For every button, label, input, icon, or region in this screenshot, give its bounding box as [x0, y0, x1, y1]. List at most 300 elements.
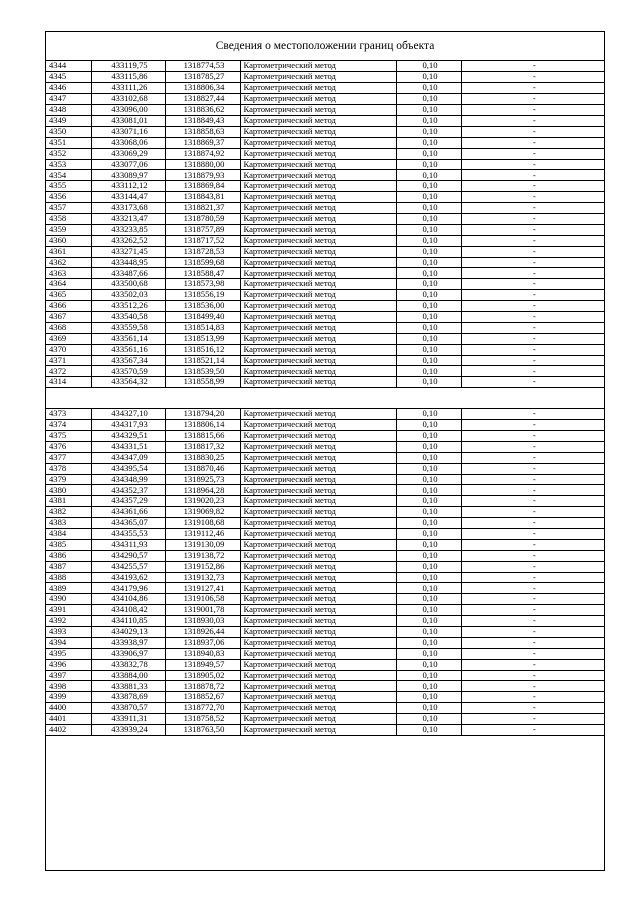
method-cell: Картометрический метод	[240, 583, 396, 594]
y-coordinate-cell: 1318869,84	[165, 181, 240, 192]
method-cell: Картометрический метод	[240, 670, 396, 681]
description-cell: -	[461, 322, 604, 333]
accuracy-cell: 0,10	[396, 246, 461, 257]
accuracy-cell: 0,10	[396, 637, 461, 648]
method-cell: Картометрический метод	[240, 94, 396, 105]
description-cell: -	[461, 637, 604, 648]
description-cell: -	[461, 290, 604, 301]
point-number-cell: 4368	[46, 322, 91, 333]
table-row	[46, 355, 604, 366]
method-cell: Картометрический метод	[240, 409, 396, 420]
table-row	[46, 366, 604, 377]
description-cell: -	[461, 137, 604, 148]
y-coordinate-cell: 1318817,32	[165, 441, 240, 452]
x-coordinate-cell: 433561,16	[91, 344, 165, 355]
point-number-cell: 4353	[46, 159, 91, 170]
y-coordinate-cell: 1318964,28	[165, 485, 240, 496]
x-coordinate-cell: 434395,54	[91, 463, 165, 474]
table-row	[46, 725, 604, 736]
method-cell: Картометрический метод	[240, 148, 396, 159]
table-gap	[46, 388, 604, 408]
y-coordinate-cell: 1319127,41	[165, 583, 240, 594]
description-cell: -	[461, 224, 604, 235]
accuracy-cell: 0,10	[396, 377, 461, 388]
description-cell: -	[461, 561, 604, 572]
method-cell: Картометрический метод	[240, 301, 396, 312]
description-cell: -	[461, 203, 604, 214]
description-cell: -	[461, 616, 604, 627]
point-number-cell: 4381	[46, 496, 91, 507]
table-row	[46, 268, 604, 279]
point-number-cell: 4390	[46, 594, 91, 605]
y-coordinate-cell: 1318556,19	[165, 290, 240, 301]
point-number-cell: 4398	[46, 681, 91, 692]
x-coordinate-cell: 433271,45	[91, 246, 165, 257]
x-coordinate-cell: 433911,31	[91, 714, 165, 725]
point-number-cell: 4396	[46, 659, 91, 670]
method-cell: Картометрический метод	[240, 203, 396, 214]
description-cell: -	[461, 105, 604, 116]
point-number-cell: 4376	[46, 441, 91, 452]
method-cell: Картометрический метод	[240, 648, 396, 659]
description-cell: -	[461, 83, 604, 94]
y-coordinate-cell: 1318514,83	[165, 322, 240, 333]
description-cell: -	[461, 648, 604, 659]
accuracy-cell: 0,10	[396, 725, 461, 736]
table-row	[46, 627, 604, 638]
y-coordinate-cell: 1318763,50	[165, 725, 240, 736]
method-cell: Картометрический метод	[240, 322, 396, 333]
point-number-cell: 4378	[46, 463, 91, 474]
point-number-cell: 4355	[46, 181, 91, 192]
method-cell: Картометрический метод	[240, 572, 396, 583]
x-coordinate-cell: 434110,85	[91, 616, 165, 627]
point-number-cell: 4373	[46, 409, 91, 420]
x-coordinate-cell: 434317,93	[91, 420, 165, 431]
y-coordinate-cell: 1318513,99	[165, 333, 240, 344]
x-coordinate-cell: 433540,58	[91, 311, 165, 322]
accuracy-cell: 0,10	[396, 409, 461, 420]
y-coordinate-cell: 1318772,70	[165, 703, 240, 714]
method-cell: Картометрический метод	[240, 518, 396, 529]
x-coordinate-cell: 433884,00	[91, 670, 165, 681]
accuracy-cell: 0,10	[396, 420, 461, 431]
method-cell: Картометрический метод	[240, 268, 396, 279]
table-row	[46, 159, 604, 170]
accuracy-cell: 0,10	[396, 72, 461, 83]
table-row	[46, 594, 604, 605]
point-number-cell: 4358	[46, 213, 91, 224]
description-cell: -	[461, 126, 604, 137]
point-number-cell: 4380	[46, 485, 91, 496]
description-cell: -	[461, 431, 604, 442]
y-coordinate-cell: 1318521,14	[165, 355, 240, 366]
point-number-cell: 4400	[46, 703, 91, 714]
method-cell: Картометрический метод	[240, 485, 396, 496]
table-row	[46, 561, 604, 572]
method-cell: Картометрический метод	[240, 463, 396, 474]
table-row	[46, 681, 604, 692]
accuracy-cell: 0,10	[396, 159, 461, 170]
method-cell: Картометрический метод	[240, 311, 396, 322]
accuracy-cell: 0,10	[396, 572, 461, 583]
y-coordinate-cell: 1318499,40	[165, 311, 240, 322]
point-number-cell: 4389	[46, 583, 91, 594]
table-row	[46, 659, 604, 670]
description-cell: -	[461, 605, 604, 616]
method-cell: Картометрический метод	[240, 539, 396, 550]
y-coordinate-cell: 1318794,20	[165, 409, 240, 420]
point-number-cell: 4356	[46, 192, 91, 203]
table-row	[46, 181, 604, 192]
accuracy-cell: 0,10	[396, 170, 461, 181]
accuracy-cell: 0,10	[396, 605, 461, 616]
description-cell: -	[461, 725, 604, 736]
point-number-cell: 4375	[46, 431, 91, 442]
x-coordinate-cell: 433071,16	[91, 126, 165, 137]
accuracy-cell: 0,10	[396, 311, 461, 322]
table-row	[46, 115, 604, 126]
y-coordinate-cell: 1318536,00	[165, 301, 240, 312]
y-coordinate-cell: 1318858,63	[165, 126, 240, 137]
accuracy-cell: 0,10	[396, 181, 461, 192]
description-cell: -	[461, 452, 604, 463]
x-coordinate-cell: 434311,93	[91, 539, 165, 550]
accuracy-cell: 0,10	[396, 431, 461, 442]
x-coordinate-cell: 434029,13	[91, 627, 165, 638]
table-row	[46, 322, 604, 333]
description-cell: -	[461, 311, 604, 322]
y-coordinate-cell: 1318780,59	[165, 213, 240, 224]
method-cell: Картометрический метод	[240, 561, 396, 572]
accuracy-cell: 0,10	[396, 322, 461, 333]
table-row	[46, 344, 604, 355]
y-coordinate-cell: 1318573,98	[165, 279, 240, 290]
x-coordinate-cell: 433068,06	[91, 137, 165, 148]
x-coordinate-cell: 433559,58	[91, 322, 165, 333]
y-coordinate-cell: 1318905,02	[165, 670, 240, 681]
x-coordinate-cell: 433096,00	[91, 105, 165, 116]
table-row	[46, 126, 604, 137]
x-coordinate-cell: 433262,52	[91, 235, 165, 246]
accuracy-cell: 0,10	[396, 681, 461, 692]
point-number-cell: 4374	[46, 420, 91, 431]
accuracy-cell: 0,10	[396, 539, 461, 550]
method-cell: Картометрический метод	[240, 507, 396, 518]
table-row	[46, 290, 604, 301]
x-coordinate-cell: 434329,51	[91, 431, 165, 442]
point-number-cell: 4364	[46, 279, 91, 290]
x-coordinate-cell: 434108,42	[91, 605, 165, 616]
method-cell: Картометрический метод	[240, 115, 396, 126]
accuracy-cell: 0,10	[396, 659, 461, 670]
x-coordinate-cell: 433102,68	[91, 94, 165, 105]
y-coordinate-cell: 1319001,78	[165, 605, 240, 616]
table-row	[46, 539, 604, 550]
description-cell: -	[461, 529, 604, 540]
point-number-cell: 4314	[46, 377, 91, 388]
method-cell: Картометрический метод	[240, 279, 396, 290]
document-title: Сведения о местоположении границ объекта	[46, 32, 604, 61]
accuracy-cell: 0,10	[396, 692, 461, 703]
method-cell: Картометрический метод	[240, 290, 396, 301]
method-cell: Картометрический метод	[240, 61, 396, 72]
point-number-cell: 4382	[46, 507, 91, 518]
x-coordinate-cell: 433938,97	[91, 637, 165, 648]
accuracy-cell: 0,10	[396, 203, 461, 214]
method-cell: Картометрический метод	[240, 235, 396, 246]
accuracy-cell: 0,10	[396, 550, 461, 561]
accuracy-cell: 0,10	[396, 83, 461, 94]
description-cell: -	[461, 692, 604, 703]
description-cell: -	[461, 441, 604, 452]
point-number-cell: 4392	[46, 616, 91, 627]
method-cell: Картометрический метод	[240, 431, 396, 442]
point-number-cell: 4347	[46, 94, 91, 105]
x-coordinate-cell: 434355,53	[91, 529, 165, 540]
point-number-cell: 4385	[46, 539, 91, 550]
y-coordinate-cell: 1318588,47	[165, 268, 240, 279]
table-row	[46, 83, 604, 94]
table-row	[46, 420, 604, 431]
x-coordinate-cell: 433119,75	[91, 61, 165, 72]
point-number-cell: 4351	[46, 137, 91, 148]
table-row	[46, 213, 604, 224]
accuracy-cell: 0,10	[396, 105, 461, 116]
y-coordinate-cell: 1318926,44	[165, 627, 240, 638]
description-cell: -	[461, 115, 604, 126]
x-coordinate-cell: 434357,29	[91, 496, 165, 507]
accuracy-cell: 0,10	[396, 268, 461, 279]
accuracy-cell: 0,10	[396, 126, 461, 137]
method-cell: Картометрический метод	[240, 355, 396, 366]
x-coordinate-cell: 433570,59	[91, 366, 165, 377]
accuracy-cell: 0,10	[396, 148, 461, 159]
description-cell: -	[461, 627, 604, 638]
point-number-cell: 4387	[46, 561, 91, 572]
table-row	[46, 203, 604, 214]
y-coordinate-cell: 1318830,25	[165, 452, 240, 463]
y-coordinate-cell: 1318940,83	[165, 648, 240, 659]
point-number-cell: 4393	[46, 627, 91, 638]
method-cell: Картометрический метод	[240, 637, 396, 648]
accuracy-cell: 0,10	[396, 616, 461, 627]
point-number-cell: 4371	[46, 355, 91, 366]
y-coordinate-cell: 1318785,27	[165, 72, 240, 83]
description-cell: -	[461, 409, 604, 420]
description-cell: -	[461, 366, 604, 377]
method-cell: Картометрический метод	[240, 420, 396, 431]
x-coordinate-cell: 433567,34	[91, 355, 165, 366]
y-coordinate-cell: 1319108,68	[165, 518, 240, 529]
y-coordinate-cell: 1318878,72	[165, 681, 240, 692]
table-row	[46, 246, 604, 257]
point-number-cell: 4402	[46, 725, 91, 736]
table-row	[46, 616, 604, 627]
point-number-cell: 4354	[46, 170, 91, 181]
x-coordinate-cell: 433502,03	[91, 290, 165, 301]
method-cell: Картометрический метод	[240, 474, 396, 485]
table-row	[46, 441, 604, 452]
method-cell: Картометрический метод	[240, 366, 396, 377]
accuracy-cell: 0,10	[396, 115, 461, 126]
method-cell: Картометрический метод	[240, 224, 396, 235]
method-cell: Картометрический метод	[240, 257, 396, 268]
table-row	[46, 409, 604, 420]
table-row	[46, 279, 604, 290]
point-number-cell: 4386	[46, 550, 91, 561]
y-coordinate-cell: 1318849,43	[165, 115, 240, 126]
x-coordinate-cell: 433906,97	[91, 648, 165, 659]
table-row	[46, 550, 604, 561]
accuracy-cell: 0,10	[396, 714, 461, 725]
accuracy-cell: 0,10	[396, 355, 461, 366]
method-cell: Картометрический метод	[240, 605, 396, 616]
x-coordinate-cell: 434361,66	[91, 507, 165, 518]
y-coordinate-cell: 1319069,82	[165, 507, 240, 518]
method-cell: Картометрический метод	[240, 594, 396, 605]
point-number-cell: 4397	[46, 670, 91, 681]
table-row	[46, 485, 604, 496]
table-row	[46, 377, 604, 388]
method-cell: Картометрический метод	[240, 616, 396, 627]
accuracy-cell: 0,10	[396, 366, 461, 377]
x-coordinate-cell: 434255,57	[91, 561, 165, 572]
description-cell: -	[461, 714, 604, 725]
point-number-cell: 4348	[46, 105, 91, 116]
description-cell: -	[461, 268, 604, 279]
method-cell: Картометрический метод	[240, 333, 396, 344]
method-cell: Картометрический метод	[240, 83, 396, 94]
accuracy-cell: 0,10	[396, 224, 461, 235]
y-coordinate-cell: 1318874,92	[165, 148, 240, 159]
point-number-cell: 4357	[46, 203, 91, 214]
description-cell: -	[461, 279, 604, 290]
accuracy-cell: 0,10	[396, 561, 461, 572]
accuracy-cell: 0,10	[396, 290, 461, 301]
y-coordinate-cell: 1319106,58	[165, 594, 240, 605]
x-coordinate-cell: 433878,69	[91, 692, 165, 703]
x-coordinate-cell: 433089,97	[91, 170, 165, 181]
accuracy-cell: 0,10	[396, 474, 461, 485]
method-cell: Картометрический метод	[240, 441, 396, 452]
description-cell: -	[461, 94, 604, 105]
method-cell: Картометрический метод	[240, 496, 396, 507]
accuracy-cell: 0,10	[396, 137, 461, 148]
y-coordinate-cell: 1319020,23	[165, 496, 240, 507]
x-coordinate-cell: 434331,51	[91, 441, 165, 452]
table-row	[46, 452, 604, 463]
x-coordinate-cell: 433111,26	[91, 83, 165, 94]
method-cell: Картометрический метод	[240, 72, 396, 83]
table-row	[46, 72, 604, 83]
y-coordinate-cell: 1318558,99	[165, 377, 240, 388]
point-number-cell: 4363	[46, 268, 91, 279]
description-cell: -	[461, 333, 604, 344]
table-row	[46, 94, 604, 105]
table-row	[46, 496, 604, 507]
description-cell: -	[461, 572, 604, 583]
method-cell: Картометрический метод	[240, 377, 396, 388]
accuracy-cell: 0,10	[396, 235, 461, 246]
table-row	[46, 474, 604, 485]
y-coordinate-cell: 1318821,37	[165, 203, 240, 214]
y-coordinate-cell: 1319112,46	[165, 529, 240, 540]
x-coordinate-cell: 433069,29	[91, 148, 165, 159]
accuracy-cell: 0,10	[396, 192, 461, 203]
table-row	[46, 61, 604, 72]
description-cell: -	[461, 72, 604, 83]
table-row	[46, 637, 604, 648]
table-row	[46, 463, 604, 474]
accuracy-cell: 0,10	[396, 333, 461, 344]
y-coordinate-cell: 1318949,57	[165, 659, 240, 670]
accuracy-cell: 0,10	[396, 344, 461, 355]
method-cell: Картометрический метод	[240, 137, 396, 148]
table-row	[46, 507, 604, 518]
point-number-cell: 4350	[46, 126, 91, 137]
accuracy-cell: 0,10	[396, 627, 461, 638]
description-cell: -	[461, 377, 604, 388]
point-number-cell: 4384	[46, 529, 91, 540]
y-coordinate-cell: 1319152,86	[165, 561, 240, 572]
description-cell: -	[461, 659, 604, 670]
description-cell: -	[461, 583, 604, 594]
y-coordinate-cell: 1318806,34	[165, 83, 240, 94]
table-row	[46, 431, 604, 442]
table-row	[46, 105, 604, 116]
table-row	[46, 311, 604, 322]
y-coordinate-cell: 1318599,68	[165, 257, 240, 268]
table-row	[46, 333, 604, 344]
accuracy-cell: 0,10	[396, 441, 461, 452]
point-number-cell: 4379	[46, 474, 91, 485]
point-number-cell: 4346	[46, 83, 91, 94]
method-cell: Картометрический метод	[240, 692, 396, 703]
x-coordinate-cell: 433115,86	[91, 72, 165, 83]
coordinates-table-1	[46, 61, 604, 388]
table-row	[46, 148, 604, 159]
point-number-cell: 4394	[46, 637, 91, 648]
table-row	[46, 572, 604, 583]
y-coordinate-cell: 1318827,44	[165, 94, 240, 105]
document-sheet	[45, 31, 605, 871]
y-coordinate-cell: 1318879,93	[165, 170, 240, 181]
point-number-cell: 4370	[46, 344, 91, 355]
x-coordinate-cell: 434104,86	[91, 594, 165, 605]
method-cell: Картометрический метод	[240, 181, 396, 192]
x-coordinate-cell: 434348,99	[91, 474, 165, 485]
x-coordinate-cell: 433173,68	[91, 203, 165, 214]
x-coordinate-cell: 434193,62	[91, 572, 165, 583]
x-coordinate-cell: 433939,24	[91, 725, 165, 736]
accuracy-cell: 0,10	[396, 583, 461, 594]
method-cell: Картометрический метод	[240, 452, 396, 463]
x-coordinate-cell: 433233,85	[91, 224, 165, 235]
table-row	[46, 518, 604, 529]
accuracy-cell: 0,10	[396, 301, 461, 312]
description-cell: -	[461, 235, 604, 246]
y-coordinate-cell: 1318757,89	[165, 224, 240, 235]
accuracy-cell: 0,10	[396, 485, 461, 496]
table-row	[46, 301, 604, 312]
y-coordinate-cell: 1318758,52	[165, 714, 240, 725]
method-cell: Картометрический метод	[240, 105, 396, 116]
method-cell: Картометрический метод	[240, 550, 396, 561]
x-coordinate-cell: 433564,32	[91, 377, 165, 388]
method-cell: Картометрический метод	[240, 703, 396, 714]
x-coordinate-cell: 433213,47	[91, 213, 165, 224]
